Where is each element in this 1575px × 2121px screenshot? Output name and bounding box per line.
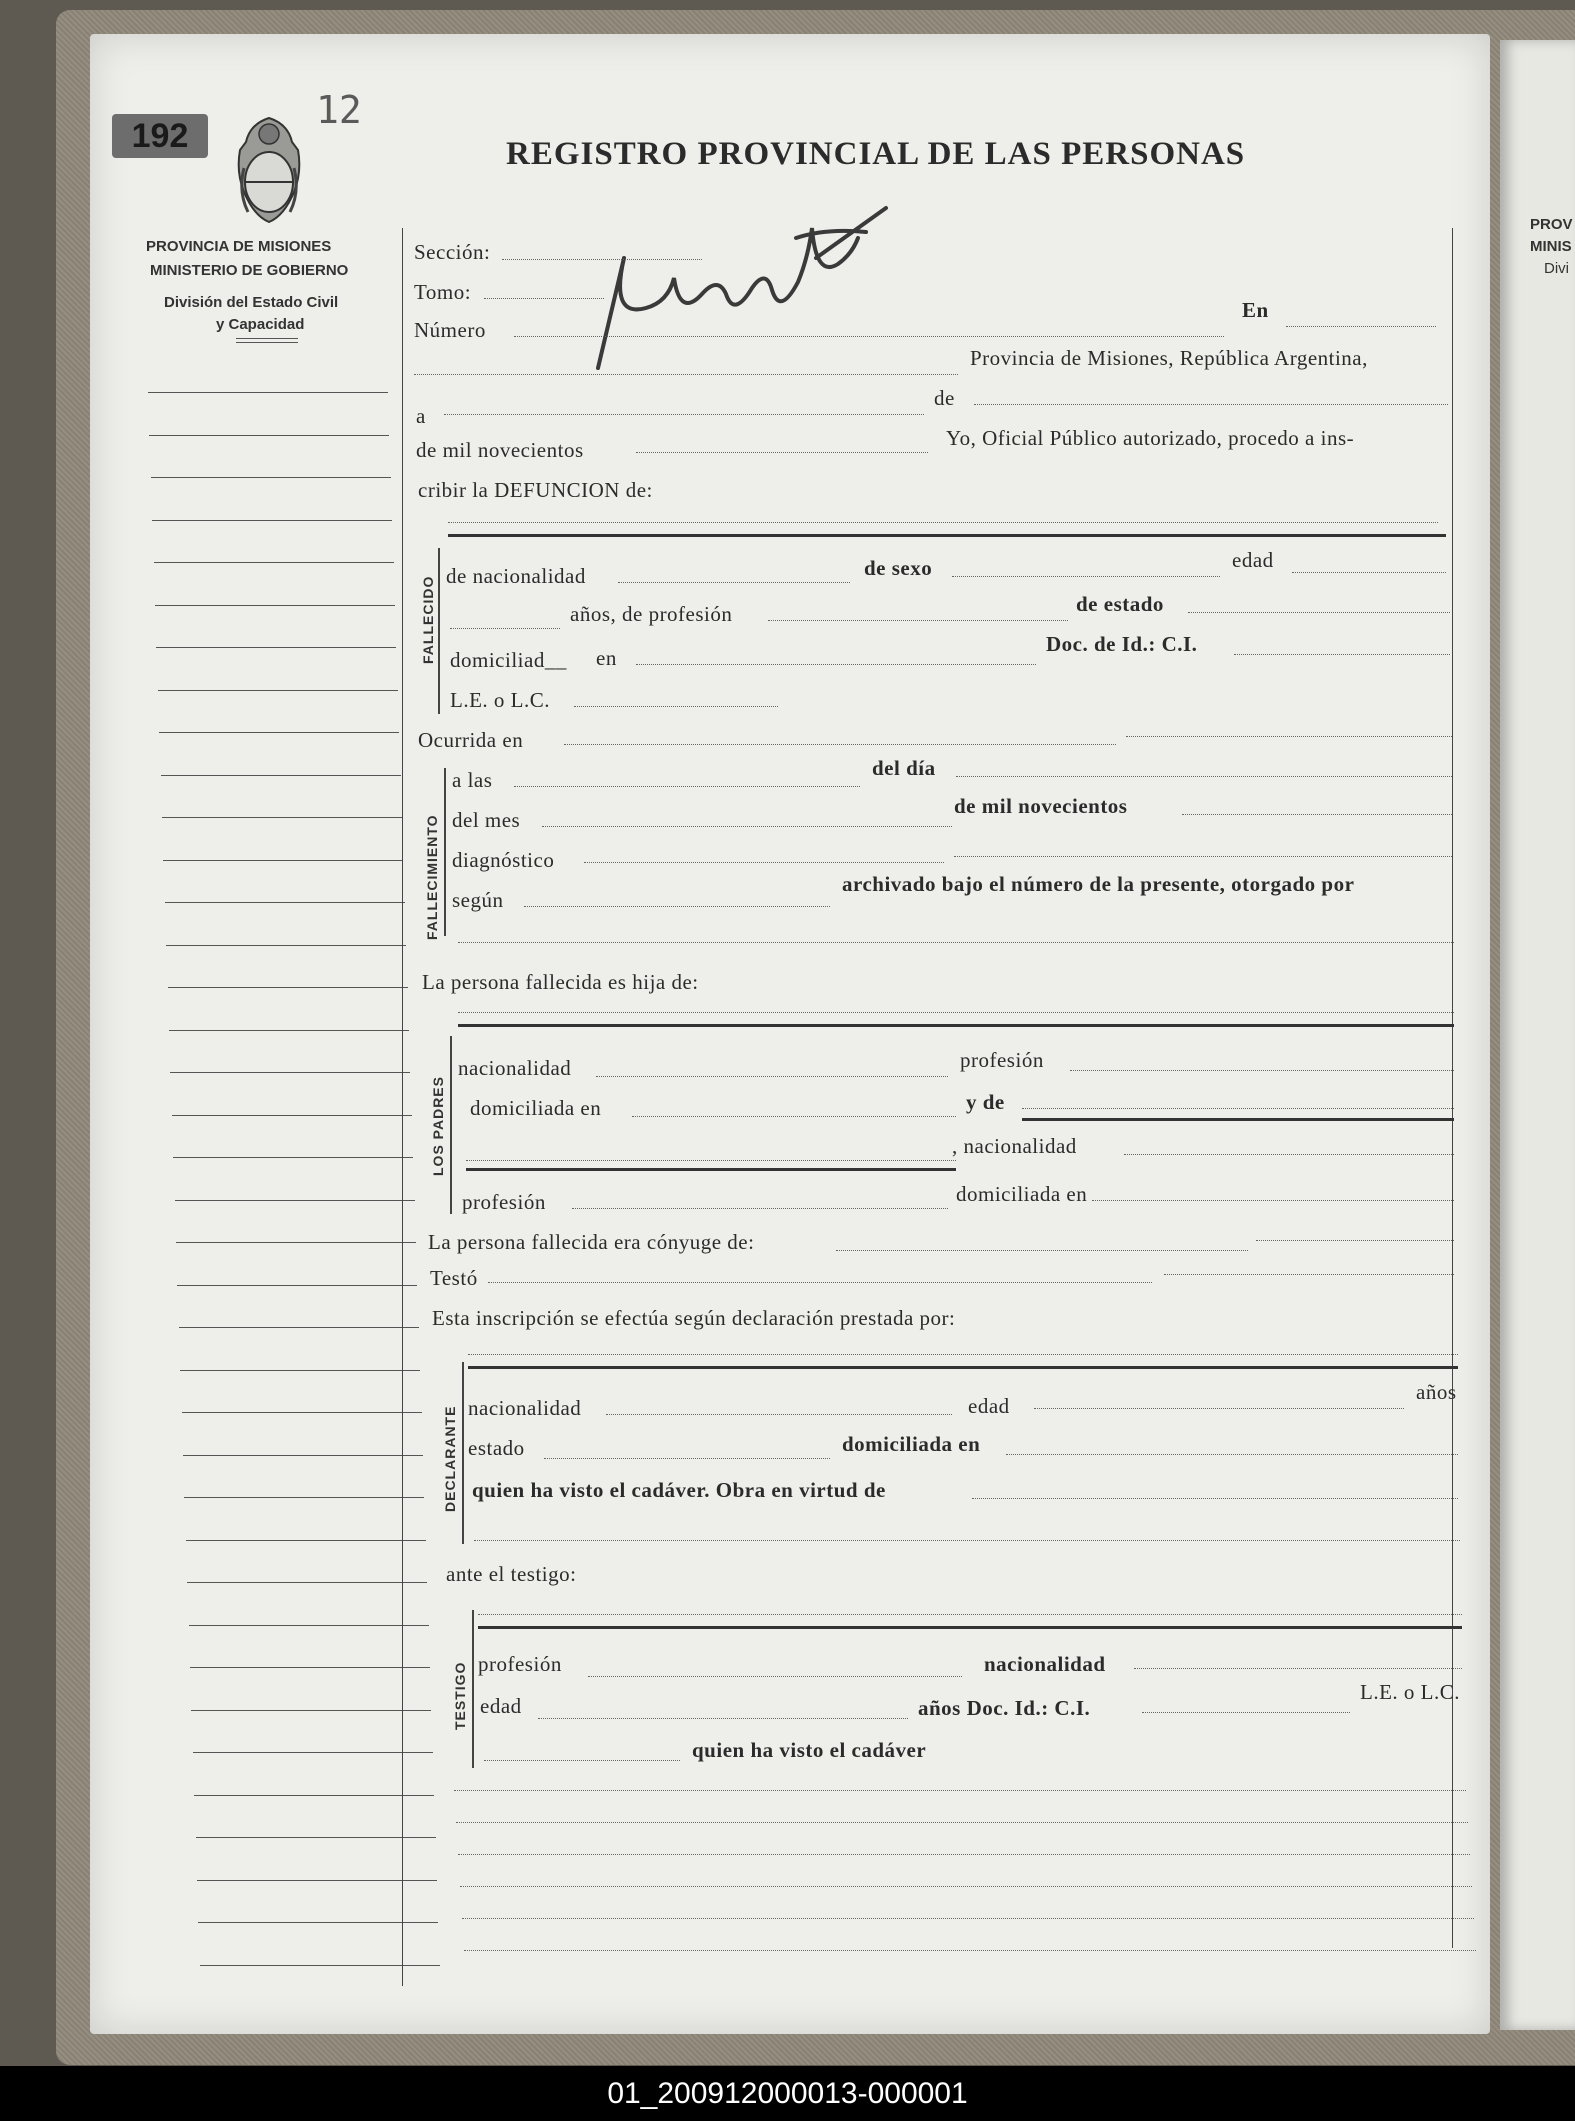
tomo-line <box>484 298 604 299</box>
fallecimiento-mil-label: de mil novecientos <box>954 794 1128 818</box>
testo-line <box>488 1282 1152 1283</box>
padres-nacionalidad-label: nacionalidad <box>458 1056 572 1080</box>
declarante-visto-text: quien ha visto el cadáver. Obra en virtud de <box>472 1478 886 1502</box>
de-label: de <box>934 386 955 410</box>
testigo-edad-label: edad <box>480 1694 522 1718</box>
next-page-text-2: MINIS <box>1530 238 1572 255</box>
name-line <box>448 522 1438 523</box>
notes-rule <box>458 1854 1470 1855</box>
ocurrida-line <box>564 744 1116 745</box>
provincia-text: Provincia de Misiones, República Argentina, <box>970 346 1368 370</box>
fallecimiento-del-mes-line <box>542 826 952 827</box>
testigo-anos-doc-label: años Doc. Id.: C.I. <box>918 1696 1091 1720</box>
next-page-text-3: Divi <box>1544 260 1569 277</box>
fallecimiento-diagnostico-line <box>584 862 944 863</box>
margin-rule <box>177 1285 417 1286</box>
margin-rule <box>172 1115 412 1116</box>
padres-domiciliada-line <box>632 1116 956 1117</box>
declarante-estado-line <box>544 1458 830 1459</box>
testigo-nacionalidad-label: nacionalidad <box>984 1652 1106 1676</box>
en-line <box>1286 326 1436 327</box>
office-underline-2 <box>236 342 298 343</box>
fallecido-sexo-label: de sexo <box>864 556 933 580</box>
image-caption: 01_200912000013-000001 <box>0 2066 1575 2121</box>
declarante-estado-label: estado <box>468 1436 525 1460</box>
ante-testigo-text: ante el testigo: <box>446 1562 577 1586</box>
testigo-nacionalidad-line <box>1134 1668 1462 1669</box>
testigo-section-label: TESTIGO <box>452 1661 468 1730</box>
margin-rule <box>154 562 394 563</box>
fallecimiento-bracket <box>444 768 446 936</box>
conyuge-line-2 <box>1256 1240 1454 1241</box>
fallecimiento-archivado-text: archivado bajo el número de la presente, otorgado por <box>842 872 1355 896</box>
margin-rule <box>168 987 408 988</box>
fallecimiento-segun-line <box>524 906 830 907</box>
fallecido-doc-label: Doc. de Id.: C.I. <box>1046 632 1198 656</box>
declarante-bracket <box>462 1362 464 1544</box>
testigo-le-lc-label: L.E. o L.C. <box>1360 1680 1460 1704</box>
a-label: a <box>416 404 426 428</box>
notes-rule <box>454 1790 1466 1791</box>
inscribir-text: cribir la DEFUNCION de: <box>418 478 653 502</box>
de-line <box>974 404 1448 405</box>
office-line-2: MINISTERIO DE GOBIERNO <box>150 262 349 279</box>
declarante-domiciliada-en-label: domiciliada en <box>842 1432 981 1456</box>
fallecimiento-a-las-line <box>514 786 860 787</box>
testigo-profesion-label: profesión <box>478 1652 562 1676</box>
padres-profesion2-label: profesión <box>462 1190 546 1214</box>
page-title: REGISTRO PROVINCIAL DE LAS PERSONAS <box>506 136 1246 172</box>
fallecido-anos-line <box>450 628 560 629</box>
a-line <box>444 414 924 415</box>
testigo-le-lc-line <box>484 1760 680 1761</box>
margin-rule <box>152 520 392 521</box>
signature <box>576 198 888 378</box>
conyuge-line <box>836 1250 1248 1251</box>
fallecimiento-mil-line <box>1182 814 1452 815</box>
madre-name-line-2 <box>466 1160 956 1161</box>
fallecido-nacionalidad-label: de nacionalidad <box>446 564 586 588</box>
fallecimiento-a-las-label: a las <box>452 768 493 792</box>
fallecido-profesion-line <box>768 620 1068 621</box>
margin-rule <box>165 902 405 903</box>
margin-rule <box>166 945 406 946</box>
margin-rule <box>149 435 389 436</box>
notes-rule <box>464 1950 1476 1951</box>
margin-rule <box>162 817 402 818</box>
padres-divider <box>458 1024 1454 1027</box>
next-page-text-1: PROV <box>1530 216 1573 233</box>
fallecido-estado-line <box>1188 612 1450 613</box>
declarante-nacionalidad-line <box>606 1414 952 1415</box>
padres-domiciliada-en-label: domiciliada en <box>470 1096 602 1120</box>
padres-profesion2-line <box>572 1208 948 1209</box>
padres-profesion-line <box>1070 1070 1454 1071</box>
margin-rule <box>156 647 396 648</box>
declarante-domiciliada-line <box>1006 1454 1458 1455</box>
coat-of-arms-icon <box>228 112 310 232</box>
fallecido-domiciliado-label: domiciliad__ <box>450 648 567 672</box>
padres-domiciliada2-line <box>1092 1200 1454 1201</box>
tomo-label: Tomo: <box>414 280 472 304</box>
padres-bracket <box>450 1036 452 1214</box>
margin-rule <box>182 1412 422 1413</box>
margin-rule <box>184 1497 424 1498</box>
margin-rule <box>200 1965 440 1966</box>
padre-name-line <box>458 1012 1454 1013</box>
ocurrida-label: Ocurrida en <box>418 728 524 752</box>
declarante-edad-line <box>1034 1408 1404 1409</box>
fallecimiento-otorgado-line <box>458 942 1454 943</box>
padres-nacionalidad2-label: , nacionalidad <box>952 1134 1077 1158</box>
fallecido-edad-line <box>1292 572 1446 573</box>
seccion-line <box>502 259 702 260</box>
office-line-3: División del Estado Civil <box>164 294 339 311</box>
handwritten-number: 12 <box>316 88 362 132</box>
declarante-virtud-line-2 <box>474 1540 1460 1541</box>
fallecimiento-del-dia-label: del día <box>872 756 936 780</box>
fallecido-section-label: FALLECIDO <box>420 575 436 664</box>
numero-line <box>514 336 1224 337</box>
margin-rule <box>159 732 399 733</box>
fallecido-en-label: en <box>596 646 617 670</box>
margin-rule <box>194 1795 434 1796</box>
fallecimiento-diagnostico-label: diagnóstico <box>452 848 555 872</box>
margin-rule <box>186 1540 426 1541</box>
fallecido-nacionalidad-line <box>618 582 850 583</box>
margin-rule <box>151 477 391 478</box>
fallecimiento-del-mes-label: del mes <box>452 808 521 832</box>
margin-rule <box>175 1200 415 1201</box>
margin-rule <box>196 1837 436 1838</box>
margin-rule <box>180 1370 420 1371</box>
margin-rule <box>191 1710 431 1711</box>
fallecimiento-del-dia-line <box>956 776 1452 777</box>
margin-rule <box>158 690 398 691</box>
declarante-anos-label: años <box>1416 1380 1457 1404</box>
fallecido-en-line <box>636 664 1036 665</box>
office-line-1: PROVINCIA DE MISIONES <box>146 238 332 255</box>
testigo-visto-text: quien ha visto el cadáver <box>692 1738 927 1762</box>
numero-label: Número <box>414 318 486 342</box>
oficial-text: Yo, Oficial Público autorizado, procedo a ins- <box>946 426 1355 450</box>
testo-line-2 <box>1164 1274 1454 1275</box>
fallecimiento-diagnostico-line-2 <box>954 856 1452 857</box>
hija-de-text: La persona fallecida es hija de: <box>422 970 699 994</box>
madre-divider <box>1022 1118 1454 1121</box>
margin-rule <box>179 1327 419 1328</box>
declarante-name-line <box>468 1354 1458 1355</box>
page-number-stamp: 192 <box>112 114 208 158</box>
margin-rule <box>170 1072 410 1073</box>
margin-rule <box>173 1157 413 1158</box>
margin-rule <box>193 1752 433 1753</box>
testigo-edad-line <box>538 1718 908 1719</box>
mil-label: de mil novecientos <box>416 438 584 462</box>
name-divider <box>448 534 1446 537</box>
margin-rule <box>176 1242 416 1243</box>
fallecido-bracket <box>438 548 440 714</box>
padres-domiciliada-en2-label: domiciliada en <box>956 1182 1088 1206</box>
fallecido-le-lc-label: L.E. o L.C. <box>450 688 550 712</box>
testigo-name-line <box>478 1614 1462 1615</box>
madre-divider-2 <box>466 1168 956 1171</box>
next-page-edge <box>1500 40 1575 2030</box>
declarante-section-label: DECLARANTE <box>442 1405 458 1512</box>
notes-rule <box>456 1822 1468 1823</box>
inscripcion-text: Esta inscripción se efectúa según declaración prestada por: <box>432 1306 956 1330</box>
ocurrida-line-2 <box>1126 736 1452 737</box>
seccion-label: Sección: <box>414 240 491 264</box>
margin-rule <box>161 775 401 776</box>
fallecido-edad-label: edad <box>1232 548 1274 572</box>
padres-profesion-label: profesión <box>960 1048 1044 1072</box>
declarante-edad-label: edad <box>968 1394 1010 1418</box>
fallecido-doc-line <box>1234 654 1450 655</box>
testigo-bracket <box>472 1610 474 1768</box>
margin-rule <box>148 392 388 393</box>
margin-rule <box>183 1455 423 1456</box>
en-label: En <box>1242 298 1269 322</box>
margin-rule <box>163 860 403 861</box>
office-underline <box>236 338 298 339</box>
form-left-border <box>402 228 403 1986</box>
margin-rule <box>189 1625 429 1626</box>
fallecido-le-lc-line <box>574 706 778 707</box>
conyuge-text: La persona fallecida era cónyuge de: <box>428 1230 755 1254</box>
madre-name-line <box>1022 1108 1454 1109</box>
margin-rule <box>169 1030 409 1031</box>
padres-nacionalidad2-line <box>1124 1154 1454 1155</box>
fallecimiento-section-label: FALLECIMIENTO <box>424 814 440 940</box>
notes-rule <box>460 1886 1472 1887</box>
fallecido-sexo-line <box>952 576 1220 577</box>
notes-rule <box>462 1918 1474 1919</box>
declarante-divider <box>468 1366 1458 1369</box>
padres-section-label: LOS PADRES <box>430 1076 446 1176</box>
padres-nacionalidad-line <box>596 1076 948 1077</box>
margin-rule <box>155 605 395 606</box>
place-line <box>414 374 958 375</box>
declarante-virtud-line <box>972 1498 1458 1499</box>
testigo-ci-line <box>1142 1712 1350 1713</box>
margin-rule <box>197 1880 437 1881</box>
padres-y-de-label: y de <box>966 1090 1005 1114</box>
fallecido-estado-label: de estado <box>1076 592 1164 616</box>
mil-line <box>636 452 928 453</box>
margin-rule <box>187 1582 427 1583</box>
testigo-divider <box>478 1626 1462 1629</box>
margin-rule <box>190 1667 430 1668</box>
declarante-nacionalidad-label: nacionalidad <box>468 1396 582 1420</box>
testo-label: Testó <box>430 1266 478 1290</box>
testigo-profesion-line <box>588 1676 962 1677</box>
fallecido-anos-profesion-label: años, de profesión <box>570 602 733 626</box>
fallecimiento-segun-label: según <box>452 888 504 912</box>
office-line-4: y Capacidad <box>216 316 305 333</box>
